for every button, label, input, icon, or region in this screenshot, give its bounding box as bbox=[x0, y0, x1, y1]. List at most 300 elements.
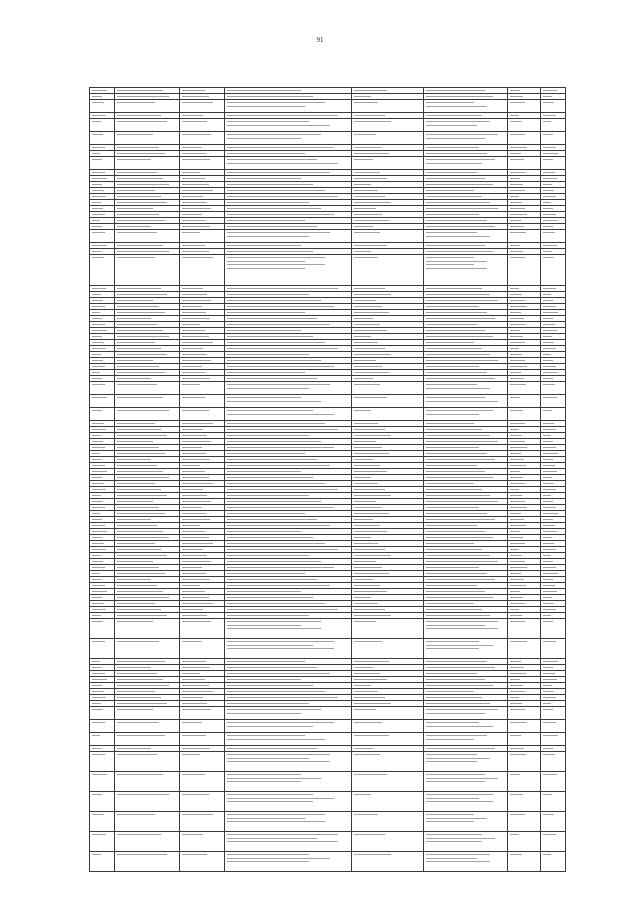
illegible-text-mark bbox=[354, 447, 382, 448]
illegible-text-mark bbox=[227, 709, 321, 710]
illegible-text-mark bbox=[543, 294, 551, 295]
illegible-text-mark bbox=[426, 453, 487, 454]
table-cell bbox=[180, 639, 225, 659]
illegible-text-mark bbox=[354, 585, 380, 586]
illegible-text-mark bbox=[117, 115, 161, 116]
illegible-text-mark bbox=[426, 628, 498, 629]
illegible-text-mark bbox=[117, 257, 155, 258]
illegible-text-mark bbox=[92, 685, 102, 686]
illegible-text-mark bbox=[117, 465, 157, 466]
illegible-text-mark bbox=[543, 397, 557, 398]
illegible-text-mark bbox=[227, 202, 309, 203]
illegible-text-mark bbox=[92, 691, 104, 692]
illegible-text-mark bbox=[182, 495, 207, 496]
illegible-text-mark bbox=[227, 854, 309, 855]
illegible-text-mark bbox=[510, 501, 525, 502]
illegible-text-mark bbox=[426, 261, 487, 262]
illegible-text-mark bbox=[510, 147, 527, 148]
illegible-text-mark bbox=[182, 525, 200, 526]
table-cell bbox=[115, 132, 180, 145]
table-cell bbox=[180, 772, 225, 792]
illegible-text-mark bbox=[426, 645, 493, 646]
illegible-text-mark bbox=[354, 354, 391, 355]
illegible-text-mark bbox=[354, 372, 389, 373]
table-cell bbox=[352, 230, 424, 243]
illegible-text-mark bbox=[227, 378, 317, 379]
illegible-text-mark bbox=[117, 543, 155, 544]
illegible-text-mark bbox=[426, 861, 490, 862]
illegible-text-mark bbox=[227, 196, 338, 197]
illegible-text-mark bbox=[543, 115, 556, 116]
illegible-text-mark bbox=[92, 288, 106, 289]
illegible-text-mark bbox=[182, 202, 207, 203]
table-cell bbox=[352, 707, 424, 720]
table-cell bbox=[225, 382, 352, 395]
illegible-text-mark bbox=[117, 178, 163, 179]
illegible-text-mark bbox=[354, 621, 376, 622]
illegible-text-mark bbox=[426, 414, 479, 415]
illegible-text-mark bbox=[543, 354, 551, 355]
illegible-text-mark bbox=[227, 739, 325, 740]
illegible-text-mark bbox=[543, 184, 552, 185]
illegible-text-mark bbox=[182, 336, 209, 337]
illegible-text-mark bbox=[543, 196, 556, 197]
illegible-text-mark bbox=[426, 134, 498, 135]
illegible-text-mark bbox=[92, 621, 103, 622]
table-cell bbox=[180, 752, 225, 772]
illegible-text-mark bbox=[227, 172, 330, 173]
illegible-text-mark bbox=[354, 854, 391, 855]
illegible-text-mark bbox=[510, 220, 521, 221]
illegible-text-mark bbox=[227, 648, 334, 649]
illegible-text-mark bbox=[543, 519, 553, 520]
illegible-text-mark bbox=[117, 621, 153, 622]
illegible-text-mark bbox=[510, 483, 525, 484]
illegible-text-mark bbox=[354, 423, 378, 424]
illegible-text-mark bbox=[426, 447, 479, 448]
illegible-text-mark bbox=[543, 794, 552, 795]
illegible-text-mark bbox=[510, 537, 523, 538]
illegible-text-mark bbox=[354, 172, 380, 173]
illegible-text-mark bbox=[543, 96, 552, 97]
illegible-text-mark bbox=[426, 441, 498, 442]
illegible-text-mark bbox=[543, 471, 557, 472]
illegible-text-mark bbox=[354, 814, 378, 815]
illegible-text-mark bbox=[426, 220, 487, 221]
illegible-text-mark bbox=[227, 798, 334, 799]
illegible-text-mark bbox=[227, 294, 309, 295]
table-cell bbox=[115, 408, 180, 421]
illegible-text-mark bbox=[182, 673, 200, 674]
illegible-text-mark bbox=[227, 147, 334, 148]
illegible-text-mark bbox=[354, 96, 371, 97]
illegible-text-mark bbox=[354, 555, 391, 556]
illegible-text-mark bbox=[92, 489, 106, 490]
illegible-text-mark bbox=[227, 90, 301, 91]
illegible-text-mark bbox=[543, 597, 552, 598]
illegible-text-mark bbox=[543, 489, 556, 490]
illegible-text-mark bbox=[182, 447, 202, 448]
illegible-text-mark bbox=[543, 567, 556, 568]
illegible-text-mark bbox=[227, 726, 313, 727]
illegible-text-mark bbox=[510, 202, 522, 203]
illegible-text-mark bbox=[426, 125, 477, 126]
illegible-text-mark bbox=[510, 661, 521, 662]
illegible-text-mark bbox=[510, 691, 525, 692]
illegible-text-mark bbox=[117, 507, 159, 508]
illegible-text-mark bbox=[227, 761, 330, 762]
illegible-text-mark bbox=[227, 429, 338, 430]
illegible-text-mark bbox=[182, 121, 207, 122]
illegible-text-mark bbox=[182, 703, 207, 704]
illegible-text-mark bbox=[117, 330, 163, 331]
table-row bbox=[90, 619, 566, 639]
table-cell bbox=[508, 707, 541, 720]
illegible-text-mark bbox=[92, 257, 104, 258]
illegible-text-mark bbox=[510, 348, 519, 349]
table-cell bbox=[424, 772, 508, 792]
illegible-text-mark bbox=[227, 821, 325, 822]
illegible-text-mark bbox=[354, 615, 391, 616]
illegible-text-mark bbox=[117, 814, 155, 815]
illegible-text-mark bbox=[426, 591, 485, 592]
illegible-text-mark bbox=[182, 378, 210, 379]
illegible-text-mark bbox=[92, 96, 102, 97]
illegible-text-mark bbox=[227, 288, 338, 289]
illegible-text-mark bbox=[543, 134, 553, 135]
illegible-text-mark bbox=[92, 245, 107, 246]
illegible-text-mark bbox=[543, 531, 557, 532]
illegible-text-mark bbox=[92, 543, 104, 544]
illegible-text-mark bbox=[92, 854, 101, 855]
illegible-text-mark bbox=[227, 178, 301, 179]
illegible-text-mark bbox=[227, 858, 330, 859]
illegible-text-mark bbox=[354, 641, 382, 642]
table-cell bbox=[508, 792, 541, 812]
illegible-text-mark bbox=[426, 384, 477, 385]
illegible-text-mark bbox=[354, 397, 387, 398]
illegible-text-mark bbox=[92, 573, 100, 574]
illegible-text-mark bbox=[182, 579, 210, 580]
illegible-text-mark bbox=[117, 90, 163, 91]
table-cell bbox=[90, 792, 115, 812]
illegible-text-mark bbox=[117, 471, 163, 472]
illegible-text-mark bbox=[426, 360, 498, 361]
illegible-text-mark bbox=[543, 232, 555, 233]
table-cell bbox=[180, 792, 225, 812]
illegible-text-mark bbox=[510, 667, 524, 668]
table-cell bbox=[424, 792, 508, 812]
illegible-text-mark bbox=[227, 537, 313, 538]
table-cell bbox=[225, 255, 352, 286]
illegible-text-mark bbox=[92, 251, 102, 252]
illegible-text-mark bbox=[426, 147, 479, 148]
illegible-text-mark bbox=[117, 342, 155, 343]
illegible-text-mark bbox=[92, 591, 107, 592]
illegible-text-mark bbox=[543, 661, 558, 662]
illegible-text-mark bbox=[92, 134, 103, 135]
illegible-text-mark bbox=[354, 208, 376, 209]
illegible-text-mark bbox=[426, 798, 479, 799]
illegible-text-mark bbox=[543, 348, 556, 349]
table-cell bbox=[541, 157, 566, 170]
illegible-text-mark bbox=[426, 661, 487, 662]
illegible-text-mark bbox=[426, 697, 482, 698]
illegible-text-mark bbox=[510, 330, 520, 331]
table-cell bbox=[115, 639, 180, 659]
table-cell bbox=[180, 408, 225, 421]
illegible-text-mark bbox=[182, 754, 200, 755]
table-cell bbox=[424, 639, 508, 659]
illegible-text-mark bbox=[227, 208, 321, 209]
illegible-text-mark bbox=[227, 214, 334, 215]
illegible-text-mark bbox=[426, 268, 487, 269]
table-cell bbox=[541, 639, 566, 659]
illegible-text-mark bbox=[227, 441, 321, 442]
illegible-text-mark bbox=[510, 679, 520, 680]
illegible-text-mark bbox=[227, 324, 330, 325]
table-cell bbox=[225, 707, 352, 720]
illegible-text-mark bbox=[117, 360, 153, 361]
table-cell bbox=[508, 230, 541, 243]
illegible-text-mark bbox=[92, 722, 105, 723]
illegible-text-mark bbox=[510, 214, 527, 215]
illegible-text-mark bbox=[543, 172, 555, 173]
illegible-text-mark bbox=[92, 423, 104, 424]
table-cell bbox=[541, 382, 566, 395]
illegible-text-mark bbox=[117, 483, 155, 484]
table-row bbox=[90, 255, 566, 286]
table-cell bbox=[115, 792, 180, 812]
illegible-text-mark bbox=[510, 561, 525, 562]
data-table-container bbox=[89, 87, 565, 872]
illegible-text-mark bbox=[354, 306, 382, 307]
illegible-text-mark bbox=[354, 525, 380, 526]
illegible-text-mark bbox=[182, 306, 202, 307]
illegible-text-mark bbox=[227, 134, 321, 135]
table-cell bbox=[541, 812, 566, 832]
illegible-text-mark bbox=[92, 102, 104, 103]
illegible-text-mark bbox=[354, 318, 373, 319]
illegible-text-mark bbox=[426, 410, 493, 411]
illegible-text-mark bbox=[227, 841, 338, 842]
table-cell bbox=[225, 100, 352, 113]
illegible-text-mark bbox=[227, 453, 305, 454]
illegible-text-mark bbox=[182, 294, 207, 295]
illegible-text-mark bbox=[354, 673, 380, 674]
illegible-text-mark bbox=[92, 208, 103, 209]
table-cell bbox=[90, 395, 115, 408]
illegible-text-mark bbox=[92, 172, 105, 173]
illegible-text-mark bbox=[354, 709, 376, 710]
illegible-text-mark bbox=[117, 501, 153, 502]
illegible-text-mark bbox=[92, 300, 103, 301]
table-cell bbox=[541, 132, 566, 145]
illegible-text-mark bbox=[354, 501, 376, 502]
table-cell bbox=[225, 408, 352, 421]
table-cell bbox=[115, 772, 180, 792]
illegible-text-mark bbox=[426, 138, 485, 139]
illegible-text-mark bbox=[510, 603, 525, 604]
illegible-text-mark bbox=[182, 372, 206, 373]
table-cell bbox=[352, 792, 424, 812]
illegible-text-mark bbox=[117, 348, 161, 349]
illegible-text-mark bbox=[426, 567, 479, 568]
illegible-text-mark bbox=[182, 641, 202, 642]
illegible-text-mark bbox=[227, 232, 330, 233]
illegible-text-mark bbox=[510, 184, 523, 185]
illegible-text-mark bbox=[354, 245, 387, 246]
illegible-text-mark bbox=[182, 226, 210, 227]
illegible-text-mark bbox=[426, 615, 490, 616]
illegible-text-mark bbox=[426, 372, 487, 373]
illegible-text-mark bbox=[510, 354, 522, 355]
table-row bbox=[90, 639, 566, 659]
table-cell bbox=[424, 132, 508, 145]
illegible-text-mark bbox=[426, 208, 498, 209]
illegible-text-mark bbox=[182, 543, 213, 544]
illegible-text-mark bbox=[117, 673, 157, 674]
illegible-text-mark bbox=[510, 134, 525, 135]
illegible-text-mark bbox=[354, 196, 385, 197]
illegible-text-mark bbox=[92, 447, 105, 448]
illegible-text-mark bbox=[426, 232, 477, 233]
illegible-text-mark bbox=[117, 300, 153, 301]
table-cell bbox=[424, 733, 508, 746]
illegible-text-mark bbox=[543, 591, 557, 592]
illegible-text-mark bbox=[117, 794, 169, 795]
illegible-text-mark bbox=[510, 697, 519, 698]
illegible-text-mark bbox=[182, 489, 203, 490]
table-cell bbox=[541, 832, 566, 852]
illegible-text-mark bbox=[510, 703, 522, 704]
illegible-text-mark bbox=[543, 709, 553, 710]
illegible-text-mark bbox=[510, 543, 525, 544]
illegible-text-mark bbox=[426, 603, 474, 604]
illegible-text-mark bbox=[354, 410, 371, 411]
illegible-text-mark bbox=[354, 159, 373, 160]
illegible-text-mark bbox=[117, 121, 167, 122]
illegible-text-mark bbox=[354, 609, 385, 610]
illegible-text-mark bbox=[543, 324, 555, 325]
table-cell bbox=[541, 408, 566, 421]
illegible-text-mark bbox=[426, 401, 498, 402]
illegible-text-mark bbox=[117, 324, 157, 325]
illegible-text-mark bbox=[182, 208, 211, 209]
illegible-text-mark bbox=[426, 513, 487, 514]
illegible-text-mark bbox=[182, 722, 202, 723]
illegible-text-mark bbox=[92, 661, 100, 662]
illegible-text-mark bbox=[182, 691, 213, 692]
illegible-text-mark bbox=[510, 102, 525, 103]
illegible-text-mark bbox=[426, 691, 474, 692]
illegible-text-mark bbox=[426, 507, 479, 508]
illegible-text-mark bbox=[543, 679, 557, 680]
illegible-text-mark bbox=[227, 483, 325, 484]
illegible-text-mark bbox=[426, 336, 493, 337]
illegible-text-mark bbox=[227, 138, 301, 139]
illegible-text-mark bbox=[92, 495, 101, 496]
illegible-text-mark bbox=[426, 423, 474, 424]
illegible-text-mark bbox=[182, 318, 210, 319]
illegible-text-mark bbox=[92, 306, 105, 307]
illegible-text-mark bbox=[354, 190, 378, 191]
illegible-text-mark bbox=[182, 102, 213, 103]
illegible-text-mark bbox=[426, 300, 498, 301]
illegible-text-mark bbox=[510, 573, 521, 574]
table-body bbox=[90, 88, 566, 872]
table-cell bbox=[508, 619, 541, 639]
illegible-text-mark bbox=[227, 794, 313, 795]
illegible-text-mark bbox=[354, 453, 389, 454]
illegible-text-mark bbox=[227, 549, 338, 550]
table-cell bbox=[508, 395, 541, 408]
illegible-text-mark bbox=[92, 555, 101, 556]
table-cell bbox=[424, 408, 508, 421]
table-cell bbox=[424, 230, 508, 243]
illegible-text-mark bbox=[426, 483, 474, 484]
table-cell bbox=[225, 119, 352, 132]
illegible-text-mark bbox=[354, 214, 382, 215]
illegible-text-mark bbox=[117, 722, 159, 723]
illegible-text-mark bbox=[543, 202, 551, 203]
table-cell bbox=[352, 395, 424, 408]
illegible-text-mark bbox=[227, 625, 301, 626]
illegible-text-mark bbox=[543, 834, 556, 835]
illegible-text-mark bbox=[227, 163, 338, 164]
illegible-text-mark bbox=[543, 336, 552, 337]
illegible-text-mark bbox=[92, 507, 105, 508]
illegible-text-mark bbox=[117, 294, 167, 295]
illegible-text-mark bbox=[510, 336, 523, 337]
illegible-text-mark bbox=[426, 153, 487, 154]
illegible-text-mark bbox=[354, 661, 389, 662]
illegible-text-mark bbox=[92, 641, 105, 642]
table-cell bbox=[180, 852, 225, 872]
illegible-text-mark bbox=[182, 748, 210, 749]
table-cell bbox=[115, 382, 180, 395]
table-cell bbox=[115, 395, 180, 408]
illegible-text-mark bbox=[227, 184, 313, 185]
illegible-text-mark bbox=[182, 153, 206, 154]
illegible-text-mark bbox=[426, 96, 493, 97]
table-cell bbox=[225, 792, 352, 812]
table-cell bbox=[90, 255, 115, 286]
illegible-text-mark bbox=[354, 366, 382, 367]
illegible-text-mark bbox=[543, 621, 553, 622]
illegible-text-mark bbox=[182, 709, 211, 710]
table-cell bbox=[225, 720, 352, 733]
illegible-text-mark bbox=[227, 615, 309, 616]
illegible-text-mark bbox=[182, 90, 205, 91]
illegible-text-mark bbox=[426, 818, 487, 819]
illegible-text-mark bbox=[354, 531, 387, 532]
table-cell bbox=[352, 100, 424, 113]
illegible-text-mark bbox=[182, 555, 207, 556]
illegible-text-mark bbox=[543, 312, 558, 313]
illegible-text-mark bbox=[182, 429, 203, 430]
illegible-text-mark bbox=[227, 609, 338, 610]
illegible-text-mark bbox=[117, 591, 163, 592]
illegible-text-mark bbox=[117, 423, 155, 424]
illegible-text-mark bbox=[117, 102, 155, 103]
illegible-text-mark bbox=[117, 251, 169, 252]
illegible-text-mark bbox=[227, 861, 309, 862]
illegible-text-mark bbox=[117, 410, 169, 411]
illegible-text-mark bbox=[117, 567, 159, 568]
illegible-text-mark bbox=[510, 585, 526, 586]
illegible-text-mark bbox=[227, 722, 334, 723]
